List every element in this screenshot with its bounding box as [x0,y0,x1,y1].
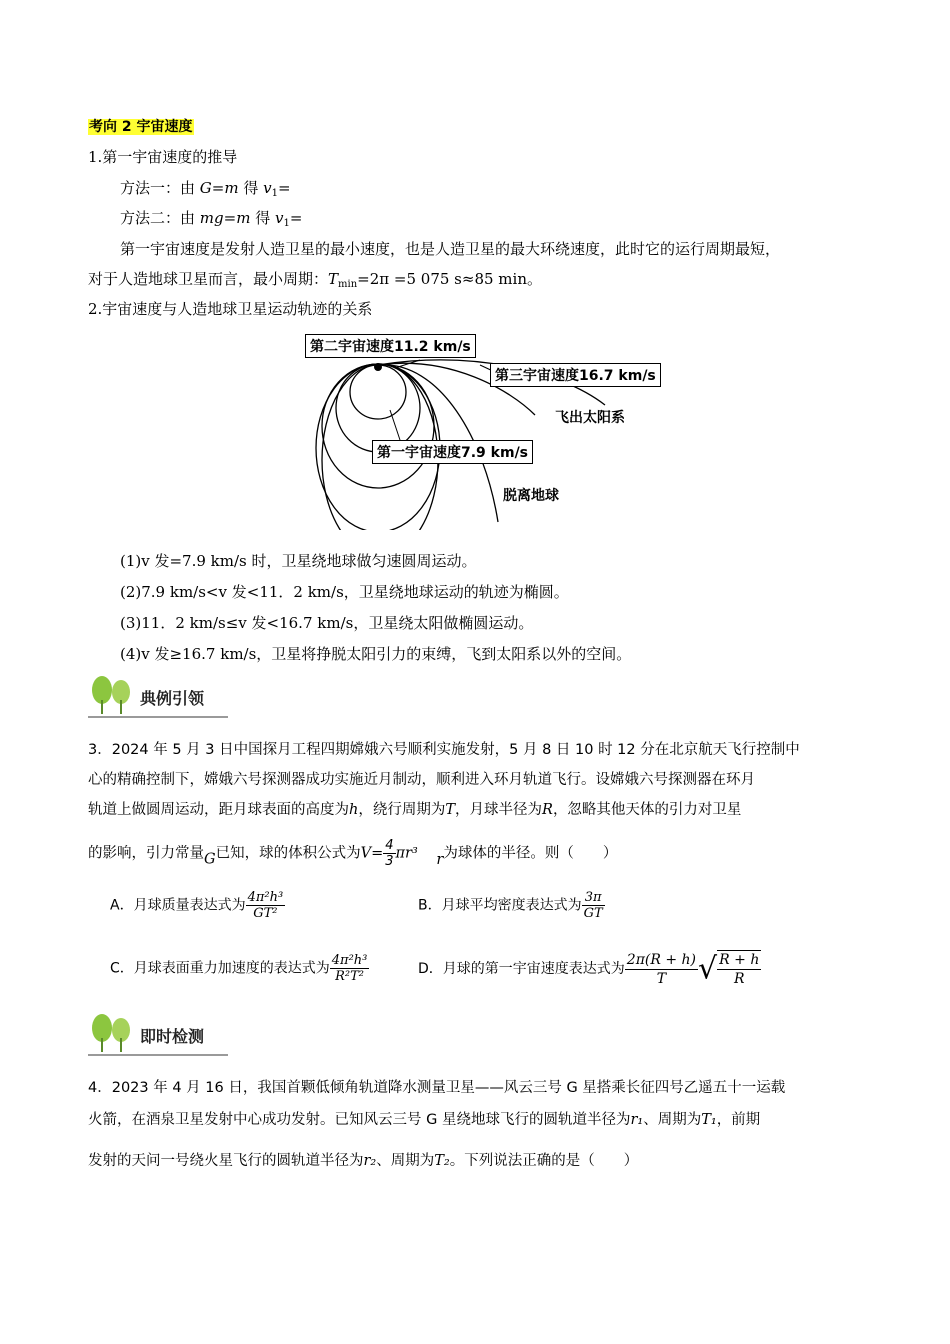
leader-line [390,410,400,440]
orbit-circle [350,365,406,419]
option-a-fraction: $\frac{\text{4π²h³}}{\text{GT²}}$ [247,890,284,921]
label-escape-sun: 飞出太阳系 [555,410,625,426]
option-c[interactable]: C．月球表面重力加速度的表达式为 $\frac{\text{4π²h³}}{\text{R²T²}}$ [110,953,368,984]
list-item: (1)v 发=7.9 km/s 时，卫星绕地球做匀速圆周运动。 [120,552,477,570]
section-heading-check: 即时检测 [88,1012,248,1060]
q4-line-3: 发射的天问一号绕火星飞行的圆轨道半径为r₂、周期为T₂。下列说法正确的是（ ） [88,1153,639,1169]
list-item: (2)7.9 km/s<v 发<11．2 km/s，卫星绕地球运动的轨迹为椭圆。 [120,583,569,601]
paragraph-line-2: 对于人造地球卫星而言，最小周期：$T_{min}=2\pi =5$ 075 s≈85 min。 [88,270,542,290]
option-d-fraction: $\frac{2\pi(R + h)}{T}$ [626,951,697,987]
section-tag: 考向 2 宇宙速度 [89,119,193,135]
q3-line-4: 的影响，引力常量G已知，球的体积公式为V= $\frac{4}{3}$ πr³ r为球体的半径。则（ ） [88,838,618,869]
heading-velocity-orbit-relation: 2.宇宙速度与人造地球卫星运动轨迹的关系 [88,300,373,318]
option-b[interactable]: B．月球平均密度表达式为 $\frac{3\pi}{GT}$ [418,890,603,921]
method-two: 方法二：由 mg=m 得 $v_1=$ [120,209,303,229]
q4-line-2: 火箭，在酒泉卫星发射中心成功发射。已知风云三号 G 星绕地球飞行的圆轨道半径为r₁、周期为T₁，前期 [88,1112,761,1128]
method-one: 方法一：由 G=m 得 $v_1=$ [120,179,291,199]
earth-dot [374,363,382,371]
section-underline [88,716,228,718]
label-second-velocity: 第二宇宙速度11.2 km/s [305,334,476,358]
label-escape-earth: 脱离地球 [503,488,559,504]
label-third-velocity: 第三宇宙速度16.7 km/s [490,363,661,387]
option-a[interactable]: A．月球质量表达式为 $\frac{\text{4π²h³}}{\text{GT²}}$ [110,890,284,921]
option-d-root-fraction: $\frac{R + h}{R}$ [719,952,760,987]
section-heading-examples: 典例引领 [88,674,248,722]
q3-line-2: 心的精确控制下，嫦娥六号探测器成功实施近月制动，顺利进入环月轨道飞行。设嫦娥六号探测器在环月 [88,772,755,788]
orbit-ellipse-1 [336,364,420,452]
paragraph-line-1: 第一宇宙速度是发射人造卫星的最小速度，也是人造卫星的最大环绕速度，此时它的运行周期最短， [120,240,781,258]
option-b-fraction: $\frac{3\pi}{GT}$ [583,890,603,921]
volume-fraction: $\frac{4}{3}$ [385,838,394,869]
q4-line-1: 4．2023 年 4 月 16 日，我国首颗低倾角轨道降水测量卫星——风云三号 G 星搭乘长征四号乙遥五十一运载 [88,1080,786,1096]
section-underline [88,1054,228,1056]
sqrt-sign: √ [698,951,718,987]
heading-first-cosmic-velocity: 1.第一宇宙速度的推导 [88,148,238,166]
list-item: (3)11．2 km/s≤v 发<16.7 km/s，卫星绕太阳做椭圆运动。 [120,614,534,632]
q3-line-1: 3．2024 年 5 月 3 日中国探月工程四期嫦娥六号顺利实施发射，5 月 8 日 10 时 12 分在北京航天飞行控制中 [88,742,800,758]
orbit-diagram-svg [300,330,680,530]
q3-line-3: 轨道上做圆周运动，距月球表面的高度为h，绕行周期为T，月球半径为R，忽略其他天体的引力对卫星 [88,802,742,818]
orbit-diagram [300,330,680,530]
option-c-fraction: $\frac{\text{4π²h³}}{\text{R²T²}}$ [331,953,368,984]
label-first-velocity: 第一宇宙速度7.9 km/s [372,440,533,464]
list-item: (4)v 发≥16.7 km/s，卫星将挣脱太阳引力的束缚，飞到太阳系以外的空间。 [120,645,632,663]
tree-icon [88,1012,136,1056]
tree-icon [88,674,136,718]
option-d[interactable]: D．月球的第一宇宙速度表达式为 $\frac{2\pi(R + h)}{T}$ √ $\frac{R + h}{R}$ [418,951,760,987]
